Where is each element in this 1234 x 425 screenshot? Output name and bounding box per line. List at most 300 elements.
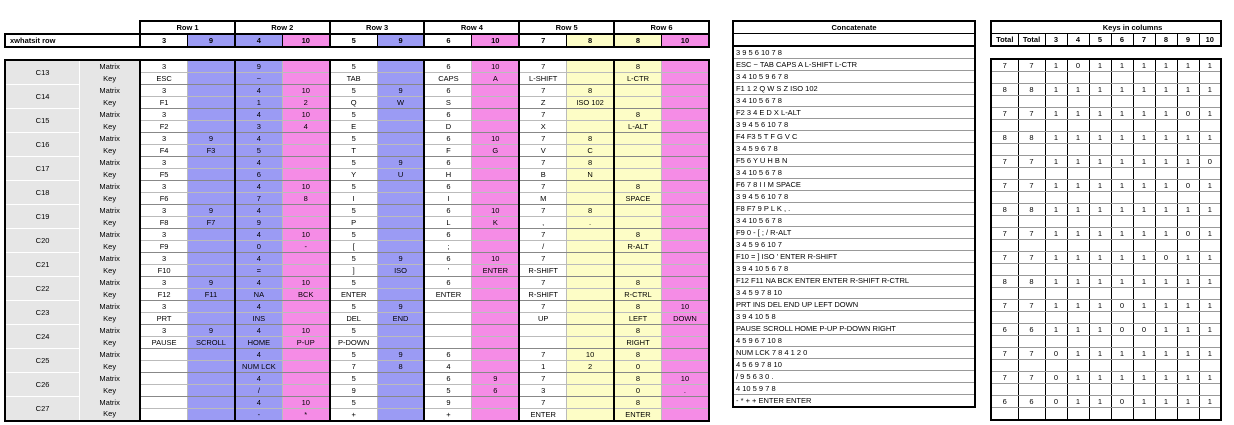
matrix-label: Matrix [80, 109, 141, 121]
key-cell: 0 [614, 385, 661, 397]
kic-value: 1 [1111, 372, 1133, 384]
kic-blank-cell [1155, 144, 1177, 156]
key-cell [519, 337, 566, 349]
key-cell [282, 169, 329, 181]
kic-value: 1 [1045, 300, 1067, 312]
matrix-label: Matrix [80, 205, 141, 217]
matrix-cell [377, 277, 424, 289]
key-cell: 0 [614, 361, 661, 373]
concatenate-matrix: 4 5 9 6 7 10 8 [733, 335, 975, 347]
matrix-cell: 10 [282, 397, 329, 409]
matrix-cell: 3 [140, 205, 187, 217]
key-cell [661, 169, 709, 181]
matrix-cell: 10 [661, 301, 709, 313]
kic-value: 1 [1089, 372, 1111, 384]
key-cell [188, 169, 235, 181]
row-id-label: C16 [5, 133, 80, 157]
key-cell: PRT [140, 313, 187, 325]
matrix-cell: 4 [235, 181, 282, 193]
kic-value: 1 [1155, 348, 1177, 360]
matrix-cell [377, 325, 424, 337]
key-label: Key [80, 289, 141, 301]
kic-value: 1 [1111, 59, 1133, 72]
key-cell [614, 169, 661, 181]
matrix-cell [424, 301, 471, 313]
matrix-cell: 10 [282, 109, 329, 121]
kic-blank-cell [1199, 216, 1221, 228]
key-label: Key [80, 241, 141, 253]
matrix-cell: 7 [519, 397, 566, 409]
kic-blank-cell [1111, 216, 1133, 228]
kic-value: 1 [1089, 204, 1111, 216]
matrix-cell [377, 373, 424, 385]
kic-blank-cell [1089, 408, 1111, 421]
kic-value: 1 [1133, 180, 1155, 192]
kic-value: 0 [1045, 372, 1067, 384]
kic-blank-cell [1045, 192, 1067, 204]
key-cell [472, 313, 519, 325]
key-cell [661, 409, 709, 422]
key-cell: 0 [235, 241, 282, 253]
key-cell: 2 [567, 361, 614, 373]
matrix-label: Matrix [80, 157, 141, 169]
key-cell: 4 [282, 121, 329, 133]
key-cell [472, 361, 519, 373]
matrix-label: Matrix [80, 397, 141, 409]
key-cell [472, 409, 519, 422]
matrix-label: Matrix [80, 133, 141, 145]
kic-blank-cell [1111, 264, 1133, 276]
kic-value: 1 [1133, 348, 1155, 360]
keys-in-columns-table [990, 20, 1222, 421]
key-cell: F10 [140, 265, 187, 277]
kic-blank-cell [1018, 264, 1045, 276]
matrix-cell [567, 181, 614, 193]
matrix-cell: 5 [330, 253, 377, 265]
matrix-cell: 10 [472, 133, 519, 145]
kic-value: 8 [1018, 84, 1045, 96]
kic-value: 1 [1111, 108, 1133, 120]
key-cell [282, 217, 329, 229]
matrix-cell [377, 60, 424, 73]
matrix-cell: 6 [424, 109, 471, 121]
key-cell [424, 337, 471, 349]
matrix-cell [188, 301, 235, 313]
key-cell: 2 [282, 97, 329, 109]
kic-blank-cell [1018, 96, 1045, 108]
matrix-cell: 5 [330, 205, 377, 217]
kic-blank-cell [1177, 408, 1199, 421]
matrix-cell [661, 85, 709, 97]
concatenate-title: Concatenate [733, 21, 975, 34]
key-cell [377, 241, 424, 253]
key-cell: ' [424, 265, 471, 277]
key-cell: P-DOWN [330, 337, 377, 349]
key-cell: F [424, 145, 471, 157]
kic-value: 0 [1045, 348, 1067, 360]
kic-value: 8 [991, 84, 1018, 96]
kic-value: 1 [1111, 132, 1133, 144]
matrix-cell [661, 60, 709, 73]
matrix-label: Matrix [80, 181, 141, 193]
matrix-cell: 5 [330, 181, 377, 193]
kic-value: 7 [1018, 228, 1045, 240]
kic-blank-cell [1067, 312, 1089, 324]
matrix-cell [282, 253, 329, 265]
matrix-cell [472, 157, 519, 169]
matrix-cell [661, 229, 709, 241]
matrix-cell: 9 [377, 157, 424, 169]
kic-value: 7 [991, 59, 1018, 72]
key-cell [282, 145, 329, 157]
kic-blank-cell [991, 192, 1018, 204]
key-cell [614, 265, 661, 277]
column-number: 7 [519, 34, 566, 47]
kic-value: 0 [1111, 396, 1133, 408]
row-group-header: Row 5 [519, 21, 614, 34]
kic-blank-cell [1111, 384, 1133, 396]
kic-value: 7 [991, 108, 1018, 120]
kic-value: 0 [1111, 300, 1133, 312]
key-cell: SCROLL [188, 337, 235, 349]
key-cell: TAB [330, 73, 377, 85]
column-number: 9 [188, 34, 235, 47]
kic-blank-cell [1067, 384, 1089, 396]
kic-value: 6 [1018, 324, 1045, 336]
matrix-cell: 4 [235, 133, 282, 145]
kic-blank-cell [1155, 72, 1177, 84]
matrix-cell [282, 60, 329, 73]
matrix-label: Matrix [80, 349, 141, 361]
key-cell: 6 [472, 385, 519, 397]
kic-blank-cell [1089, 216, 1111, 228]
matrix-cell: 3 [140, 60, 187, 73]
row-id-label: C13 [5, 60, 80, 85]
kic-blank-cell [991, 264, 1018, 276]
matrix-label: Matrix [80, 253, 141, 265]
key-cell: F8 [140, 217, 187, 229]
key-cell: LEFT [614, 313, 661, 325]
kic-value: 1 [1067, 348, 1089, 360]
key-cell: UP [519, 313, 566, 325]
key-cell: R-SHIFT [519, 265, 566, 277]
kic-blank-cell [1177, 96, 1199, 108]
matrix-cell [377, 133, 424, 145]
key-cell: * [282, 409, 329, 422]
kic-blank-cell [1067, 192, 1089, 204]
kic-value: 8 [1018, 132, 1045, 144]
matrix-cell: 10 [472, 60, 519, 73]
concatenate-key: F8 F7 9 P L K , . [733, 203, 975, 215]
key-cell [472, 121, 519, 133]
kic-value: 1 [1089, 59, 1111, 72]
key-cell: 9 [330, 385, 377, 397]
matrix-cell [282, 133, 329, 145]
kic-value: 7 [991, 228, 1018, 240]
kic-value: 7 [1018, 156, 1045, 168]
key-cell: 1 [519, 361, 566, 373]
matrix-cell [661, 397, 709, 409]
key-cell [472, 337, 519, 349]
row-id-label: C22 [5, 277, 80, 301]
matrix-cell [661, 277, 709, 289]
key-cell [661, 289, 709, 301]
matrix-cell: 4 [235, 229, 282, 241]
matrix-cell [661, 157, 709, 169]
key-cell: Z [519, 97, 566, 109]
concatenate-key: F4 F3 5 T F G V C [733, 131, 975, 143]
row-group-header: Row 4 [424, 21, 519, 34]
kic-blank-cell [1111, 408, 1133, 421]
matrix-cell: 6 [424, 205, 471, 217]
key-cell: A [472, 73, 519, 85]
key-cell [377, 337, 424, 349]
key-cell: 9 [235, 217, 282, 229]
kic-blank-cell [1199, 72, 1221, 84]
key-cell: V [519, 145, 566, 157]
kic-value: 1 [1067, 108, 1089, 120]
matrix-cell [472, 301, 519, 313]
kic-blank-cell [991, 384, 1018, 396]
kic-blank-cell [1089, 264, 1111, 276]
kic-blank-cell [1155, 264, 1177, 276]
kic-blank-cell [1133, 384, 1155, 396]
matrix-cell [282, 349, 329, 361]
matrix-cell [614, 157, 661, 169]
kic-blank-cell [1133, 312, 1155, 324]
matrix-cell: 9 [472, 373, 519, 385]
kic-blank-cell [1018, 360, 1045, 372]
kic-blank-cell [1199, 264, 1221, 276]
matrix-cell: 5 [330, 397, 377, 409]
key-cell: 5 [424, 385, 471, 397]
matrix-cell: 7 [519, 373, 566, 385]
kic-blank-cell [1133, 144, 1155, 156]
kic-value: 6 [1018, 396, 1045, 408]
matrix-cell [567, 373, 614, 385]
key-label: Key [80, 313, 141, 325]
kic-value: 0 [1177, 228, 1199, 240]
key-cell: F7 [188, 217, 235, 229]
kic-value: 1 [1133, 204, 1155, 216]
kic-value: 1 [1067, 396, 1089, 408]
kic-blank-cell [1177, 120, 1199, 132]
concatenate-key: - * + + ENTER ENTER [733, 395, 975, 408]
key-cell: ISO [377, 265, 424, 277]
kic-blank-cell [1018, 408, 1045, 421]
matrix-cell: 10 [282, 181, 329, 193]
kic-blank-cell [1133, 192, 1155, 204]
kic-value: 0 [1133, 324, 1155, 336]
kic-blank-cell [1155, 120, 1177, 132]
key-cell: ENTER [330, 289, 377, 301]
kic-blank-cell [1018, 72, 1045, 84]
kic-column-header: 8 [1155, 34, 1177, 47]
key-cell [377, 193, 424, 205]
spacer-row [5, 47, 709, 60]
key-label: Key [80, 73, 141, 85]
key-label: Key [80, 97, 141, 109]
kic-value: 0 [1045, 396, 1067, 408]
kic-blank-cell [1133, 336, 1155, 348]
kic-blank-cell [1111, 288, 1133, 300]
key-cell: X [519, 121, 566, 133]
kic-value: 1 [1177, 300, 1199, 312]
kic-blank-cell [1133, 120, 1155, 132]
matrix-cell: 7 [519, 181, 566, 193]
matrix-cell: 7 [519, 109, 566, 121]
matrix-cell: 9 [424, 397, 471, 409]
kic-column-header: 9 [1177, 34, 1199, 47]
concatenate-matrix: 3 4 5 9 7 8 10 [733, 287, 975, 299]
kic-value: 1 [1111, 204, 1133, 216]
row-id-label: C20 [5, 229, 80, 253]
kic-blank-cell [1155, 96, 1177, 108]
key-cell: ENTER [519, 409, 566, 422]
kic-value: 1 [1089, 156, 1111, 168]
key-cell: P-UP [282, 337, 329, 349]
key-cell: F5 [140, 169, 187, 181]
key-cell: NA [235, 289, 282, 301]
kic-blank-cell [1045, 408, 1067, 421]
row-id-label: C21 [5, 253, 80, 277]
kic-value: 1 [1155, 276, 1177, 288]
concatenate-matrix: 4 10 5 9 7 8 [733, 383, 975, 395]
matrix-cell: 10 [282, 277, 329, 289]
kic-blank-cell [1133, 288, 1155, 300]
kic-value: 1 [1199, 204, 1221, 216]
matrix-cell [519, 325, 566, 337]
kic-value: 1 [1199, 132, 1221, 144]
key-cell [567, 337, 614, 349]
matrix-cell [282, 373, 329, 385]
kic-value: 7 [991, 348, 1018, 360]
kic-blank-cell [991, 144, 1018, 156]
key-cell [188, 313, 235, 325]
matrix-cell [188, 349, 235, 361]
matrix-cell [424, 325, 471, 337]
matrix-cell [567, 109, 614, 121]
concatenate-key: F10 = ] ISO ' ENTER R-SHIFT [733, 251, 975, 263]
key-cell [282, 385, 329, 397]
kic-value: 1 [1133, 156, 1155, 168]
matrix-cell: 3 [140, 85, 187, 97]
matrix-cell: 3 [140, 133, 187, 145]
matrix-label: Matrix [80, 85, 141, 97]
concatenate-matrix: 3 9 4 5 6 10 7 8 [733, 119, 975, 131]
matrix-cell [567, 301, 614, 313]
key-cell [567, 241, 614, 253]
matrix-cell: 10 [472, 205, 519, 217]
kic-value: 1 [1199, 396, 1221, 408]
kic-blank-cell [991, 312, 1018, 324]
matrix-cell: 8 [614, 181, 661, 193]
key-cell [567, 385, 614, 397]
matrix-cell: 8 [614, 277, 661, 289]
kic-value: 1 [1177, 372, 1199, 384]
kic-blank-cell [1018, 216, 1045, 228]
matrix-cell [377, 397, 424, 409]
key-cell: DEL [330, 313, 377, 325]
matrix-cell [614, 205, 661, 217]
key-cell: ~ [235, 73, 282, 85]
key-label: Key [80, 193, 141, 205]
key-cell [188, 241, 235, 253]
kic-blank-cell [1199, 336, 1221, 348]
matrix-cell: 4 [235, 157, 282, 169]
key-cell [567, 193, 614, 205]
matrix-cell: 6 [424, 253, 471, 265]
concatenate-key: F2 3 4 E D X L-ALT [733, 107, 975, 119]
key-cell: 7 [330, 361, 377, 373]
concatenate-table [732, 20, 976, 408]
kic-title: Keys in columns [1045, 21, 1221, 34]
matrix-cell [661, 181, 709, 193]
kic-blank-cell [1111, 168, 1133, 180]
kic-value: 1 [1067, 276, 1089, 288]
kic-blank-cell [1089, 144, 1111, 156]
key-cell: 7 [235, 193, 282, 205]
kic-value: 1 [1199, 84, 1221, 96]
kic-value: 1 [1045, 180, 1067, 192]
key-cell: - [282, 241, 329, 253]
kic-blank-cell [1045, 96, 1067, 108]
kic-blank-cell [1177, 384, 1199, 396]
key-cell: F6 [140, 193, 187, 205]
kic-value: 1 [1155, 372, 1177, 384]
key-cell [661, 265, 709, 277]
kic-blank-cell [1177, 192, 1199, 204]
kic-blank-cell [1089, 192, 1111, 204]
kic-blank-cell [1133, 216, 1155, 228]
kic-blank-cell [1045, 144, 1067, 156]
column-number: 9 [377, 34, 424, 47]
kic-value: 1 [1089, 324, 1111, 336]
kic-blank-cell [1111, 360, 1133, 372]
kic-value: 1 [1155, 59, 1177, 72]
kic-blank-cell [1018, 168, 1045, 180]
key-label: Key [80, 169, 141, 181]
kic-value: 1 [1155, 108, 1177, 120]
kic-value: 7 [1018, 108, 1045, 120]
kic-blank-cell [1111, 72, 1133, 84]
kic-blank-cell [1089, 360, 1111, 372]
kic-blank-cell [991, 360, 1018, 372]
key-cell: S [424, 97, 471, 109]
key-cell [377, 73, 424, 85]
matrix-cell [282, 205, 329, 217]
kic-blank-cell [1089, 96, 1111, 108]
column-number: 4 [235, 34, 282, 47]
kic-value: 0 [1111, 324, 1133, 336]
concatenate-key: F1 1 2 Q W S Z ISO 102 [733, 83, 975, 95]
matrix-cell: 5 [330, 157, 377, 169]
kic-blank-cell [1155, 192, 1177, 204]
kic-blank-cell [1018, 144, 1045, 156]
kic-blank-cell [1199, 312, 1221, 324]
kic-value: 1 [1177, 132, 1199, 144]
key-cell [424, 313, 471, 325]
key-cell: F12 [140, 289, 187, 301]
key-cell [567, 73, 614, 85]
key-cell [567, 289, 614, 301]
key-cell: 3 [519, 385, 566, 397]
kic-value: 1 [1177, 396, 1199, 408]
matrix-cell: 7 [519, 85, 566, 97]
xwhatsit-row-label: xwhatsit row [5, 34, 140, 47]
kic-blank-cell [1133, 360, 1155, 372]
key-cell: CAPS [424, 73, 471, 85]
